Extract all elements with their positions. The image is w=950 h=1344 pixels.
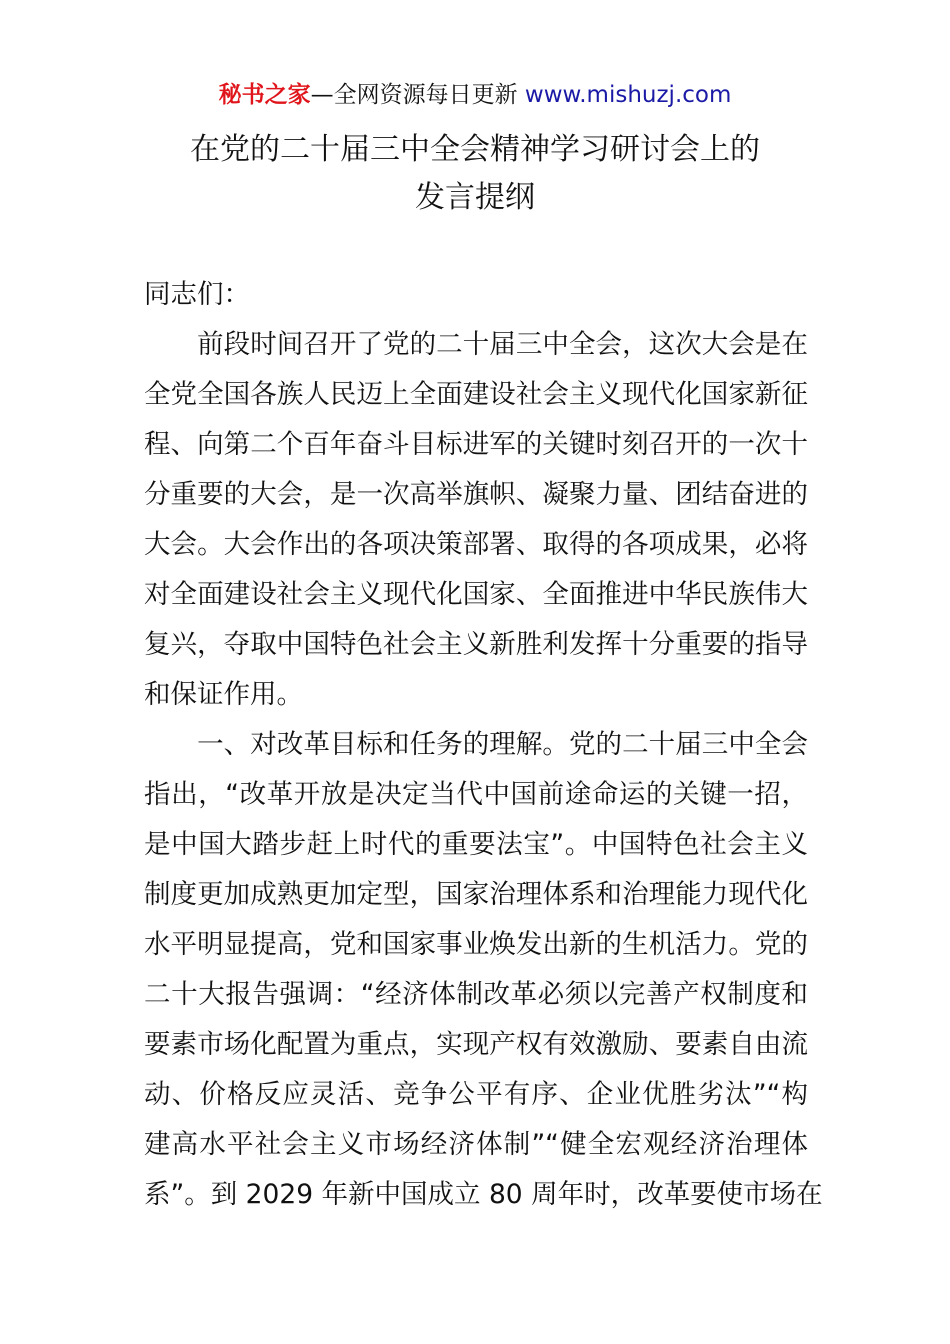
title-line: 发言提纲: [415, 180, 535, 215]
text-line: 建高水平社会主义市场经济体制”“健全宏观经济治理体: [144, 1129, 808, 1160]
text-line: 系”。到 2029 年新中国成立 80 周年时，改革要使市场在: [144, 1179, 823, 1210]
text-line: 制度更加成熟更加定型，国家治理体系和治理能力现代化: [144, 879, 808, 910]
text-line: 复兴，夺取中国特色社会主义新胜利发挥十分重要的指导: [144, 629, 808, 660]
site-header: [0, 80, 950, 110]
text-line: 大会。大会作出的各项决策部署、取得的各项成果，必将: [144, 529, 808, 560]
text-line: 一、对改革目标和任务的理解。党的二十届三中全会: [144, 729, 808, 760]
text-line: 分重要的大会，是一次高举旗帜、凝聚力量、团结奋进的: [144, 479, 808, 510]
site-url-link[interactable]: www.mishuzj.com: [524, 82, 732, 108]
title-line: 在党的二十届三中全会精神学习研讨会上的: [190, 132, 760, 167]
salutation: 同志们：: [144, 279, 250, 310]
text-line: 对全面建设社会主义现代化国家、全面推进中华民族伟大: [144, 579, 808, 610]
text-line: 水平明显提高，党和国家事业焕发出新的生机活力。党的: [144, 929, 808, 960]
text-line: 前段时间召开了党的二十届三中全会，这次大会是在: [144, 329, 808, 360]
text-line: 全党全国各族人民迈上全面建设社会主义现代化国家新征: [144, 379, 808, 410]
text-line: 要素市场化配置为重点，实现产权有效激励、要素自由流: [144, 1029, 808, 1060]
text-line: 是中国大踏步赶上时代的重要法宝”。中国特色社会主义: [144, 829, 808, 860]
text-line: 动、价格反应灵活、竞争公平有序、企业优胜劣汰”“构: [144, 1079, 808, 1110]
text-line: 程、向第二个百年奋斗目标进军的关键时刻召开的一次十: [144, 429, 808, 460]
document-body: [144, 270, 823, 1220]
site-tagline: —全网资源每日更新: [310, 82, 525, 108]
text-line: 指出，“改革开放是决定当代中国前途命运的关键一招，: [144, 779, 808, 810]
document-title: [0, 126, 950, 222]
site-brand: 秘书之家: [218, 82, 311, 108]
text-line: 二十大报告强调：“经济体制改革必须以完善产权制度和: [144, 979, 808, 1010]
text-line: 和保证作用。: [144, 679, 303, 710]
